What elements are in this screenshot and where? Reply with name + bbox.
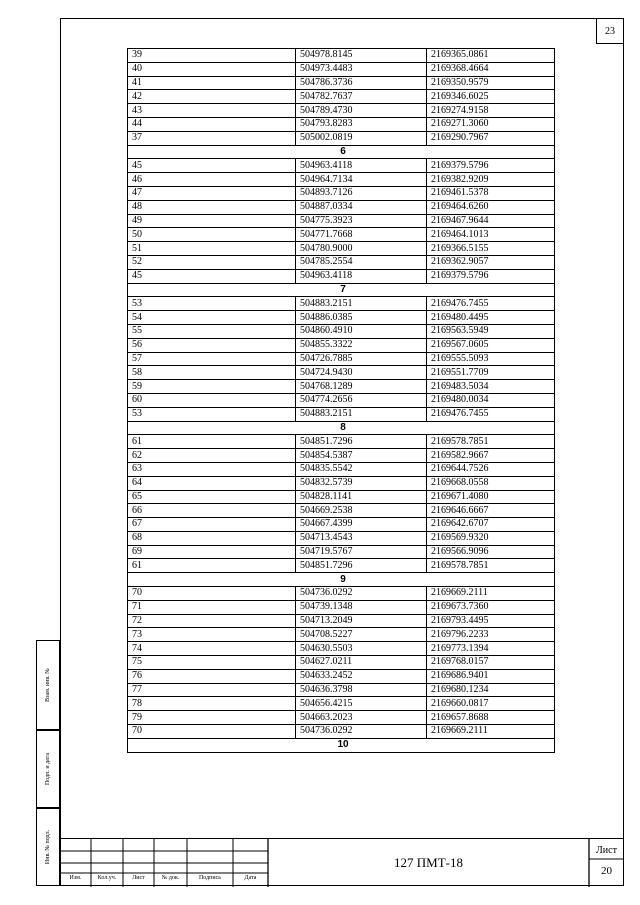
coord-y: 2169476.7455	[427, 297, 555, 311]
table-row	[128, 380, 555, 394]
title-block	[60, 838, 624, 887]
coord-y: 2169567.0605	[427, 338, 555, 352]
coord-y: 2169464.1013	[427, 228, 555, 242]
coord-x: 504835.5542	[296, 462, 427, 476]
point-number: 40	[128, 62, 296, 76]
coord-y: 2169578.7851	[427, 435, 555, 449]
point-number: 37	[128, 131, 296, 145]
table-row	[128, 324, 555, 338]
table-row	[128, 462, 555, 476]
point-number: 77	[128, 683, 296, 697]
table-row	[128, 518, 555, 532]
coord-x: 504719.5767	[296, 545, 427, 559]
coord-x: 504633.2452	[296, 669, 427, 683]
table-row	[128, 255, 555, 269]
section-number: 7	[128, 283, 555, 297]
point-number: 45	[128, 159, 296, 173]
table-row	[128, 697, 555, 711]
coord-x: 504855.3322	[296, 338, 427, 352]
point-number: 61	[128, 559, 296, 573]
coord-x: 504708.5227	[296, 628, 427, 642]
point-number: 43	[128, 104, 296, 118]
coord-x: 504860.4910	[296, 324, 427, 338]
table-row	[128, 393, 555, 407]
point-number: 70	[128, 587, 296, 601]
table-row	[128, 49, 555, 63]
coord-y: 2169274.9158	[427, 104, 555, 118]
coord-x: 504780.9000	[296, 242, 427, 256]
table-row	[128, 90, 555, 104]
table-row	[128, 76, 555, 90]
document-number: 127 ПМТ-18	[394, 855, 463, 870]
coord-x: 504782.7637	[296, 90, 427, 104]
coord-y: 2169569.9320	[427, 531, 555, 545]
table-row	[128, 587, 555, 601]
point-number: 48	[128, 200, 296, 214]
strip-podp-data	[36, 730, 60, 808]
coord-x: 504667.4399	[296, 518, 427, 532]
coord-y: 2169768.0157	[427, 656, 555, 670]
coord-y: 2169346.6025	[427, 90, 555, 104]
table-row	[128, 476, 555, 490]
table-row	[128, 435, 555, 449]
point-number: 72	[128, 614, 296, 628]
coord-y: 2169467.9644	[427, 214, 555, 228]
table-row	[128, 173, 555, 187]
point-number: 42	[128, 90, 296, 104]
coord-x: 504973.4483	[296, 62, 427, 76]
coord-y: 2169773.1394	[427, 642, 555, 656]
section-number: 10	[128, 738, 555, 752]
table-row	[128, 449, 555, 463]
table-row	[128, 531, 555, 545]
col-izm: Изм.	[69, 875, 82, 881]
coord-y: 2169671.4080	[427, 490, 555, 504]
table-row	[128, 352, 555, 366]
point-number: 62	[128, 449, 296, 463]
point-number: 66	[128, 504, 296, 518]
section-header-row	[128, 421, 555, 435]
coord-x: 504739.1348	[296, 600, 427, 614]
coord-y: 2169480.0034	[427, 393, 555, 407]
sheet-label: Лист	[596, 845, 617, 856]
coord-x: 505002.0819	[296, 131, 427, 145]
strip-inv-dubl-label: Взам. инв. №	[45, 668, 51, 702]
section-header-row	[128, 573, 555, 587]
coord-y: 2169686.9401	[427, 669, 555, 683]
coord-x: 504736.0292	[296, 725, 427, 739]
col-doc-no: № док.	[161, 875, 180, 881]
coord-y: 2169461.5378	[427, 186, 555, 200]
coord-x: 504854.5387	[296, 449, 427, 463]
coord-x: 504886.0385	[296, 311, 427, 325]
coord-y: 2169563.5949	[427, 324, 555, 338]
point-number: 74	[128, 642, 296, 656]
table-row	[128, 297, 555, 311]
coord-x: 504883.2151	[296, 407, 427, 421]
coord-y: 2169379.5796	[427, 159, 555, 173]
col-podpis: Подпись	[198, 875, 222, 881]
table-row	[128, 338, 555, 352]
coord-x: 504656.4215	[296, 697, 427, 711]
coord-y: 2169796.2233	[427, 628, 555, 642]
coord-y: 2169582.9667	[427, 449, 555, 463]
point-number: 39	[128, 49, 296, 63]
coord-x: 504724.9430	[296, 366, 427, 380]
point-number: 56	[128, 338, 296, 352]
point-number: 44	[128, 117, 296, 131]
coord-x: 504771.7668	[296, 228, 427, 242]
point-number: 78	[128, 697, 296, 711]
point-number: 47	[128, 186, 296, 200]
table-row	[128, 228, 555, 242]
coord-x: 504774.2656	[296, 393, 427, 407]
coord-x: 504663.2023	[296, 711, 427, 725]
coord-x: 504636.3798	[296, 683, 427, 697]
table-row	[128, 186, 555, 200]
table-row	[128, 711, 555, 725]
coord-x: 504883.2151	[296, 297, 427, 311]
coord-y: 2169660.0817	[427, 697, 555, 711]
coord-x: 504630.5503	[296, 642, 427, 656]
coord-y: 2169668.0558	[427, 476, 555, 490]
point-number: 68	[128, 531, 296, 545]
coord-y: 2169669.2111	[427, 725, 555, 739]
coord-y: 2169680.1234	[427, 683, 555, 697]
coord-y: 2169480.4495	[427, 311, 555, 325]
point-number: 41	[128, 76, 296, 90]
coord-x: 504768.1289	[296, 380, 427, 394]
coord-x: 504786.3736	[296, 76, 427, 90]
table-row	[128, 311, 555, 325]
table-row	[128, 559, 555, 573]
point-number: 79	[128, 711, 296, 725]
point-number: 75	[128, 656, 296, 670]
coord-x: 504963.4118	[296, 159, 427, 173]
point-number: 70	[128, 725, 296, 739]
coord-y: 2169566.9096	[427, 545, 555, 559]
coord-x: 504627.0211	[296, 656, 427, 670]
table-row	[128, 214, 555, 228]
section-number: 8	[128, 421, 555, 435]
coord-y: 2169642.6707	[427, 518, 555, 532]
table-row	[128, 545, 555, 559]
section-number: 9	[128, 573, 555, 587]
point-number: 45	[128, 269, 296, 283]
point-number: 59	[128, 380, 296, 394]
table-row	[128, 600, 555, 614]
coord-x: 504832.5739	[296, 476, 427, 490]
coord-y: 2169365.0861	[427, 49, 555, 63]
coord-y: 2169673.7360	[427, 600, 555, 614]
coord-y: 2169368.4664	[427, 62, 555, 76]
table-row	[128, 490, 555, 504]
section-header-row	[128, 283, 555, 297]
coord-y: 2169271.3060	[427, 117, 555, 131]
point-number: 76	[128, 669, 296, 683]
sheet-number: 20	[601, 865, 612, 877]
col-data: Дата	[244, 875, 257, 881]
table-row	[128, 200, 555, 214]
coord-x: 504963.4118	[296, 269, 427, 283]
table-row	[128, 159, 555, 173]
coord-x: 504775.3923	[296, 214, 427, 228]
table-row	[128, 725, 555, 739]
coord-y: 2169483.5034	[427, 380, 555, 394]
coord-x: 504789.4730	[296, 104, 427, 118]
coord-x: 504736.0292	[296, 587, 427, 601]
point-number: 73	[128, 628, 296, 642]
point-number: 60	[128, 393, 296, 407]
table-row	[128, 407, 555, 421]
point-number: 58	[128, 366, 296, 380]
point-number: 52	[128, 255, 296, 269]
point-number: 49	[128, 214, 296, 228]
table-row	[128, 366, 555, 380]
coord-y: 2169551.7709	[427, 366, 555, 380]
strip-inv-dubl	[36, 640, 60, 730]
coord-x: 504851.7296	[296, 435, 427, 449]
coord-y: 2169379.5796	[427, 269, 555, 283]
corner-page-number: 23	[596, 18, 624, 44]
table-row	[128, 62, 555, 76]
point-number: 55	[128, 324, 296, 338]
point-number: 51	[128, 242, 296, 256]
coord-y: 2169290.7967	[427, 131, 555, 145]
coord-x: 504713.2049	[296, 614, 427, 628]
table-row	[128, 131, 555, 145]
table-row	[128, 669, 555, 683]
point-number: 63	[128, 462, 296, 476]
coord-x: 504851.7296	[296, 559, 427, 573]
coord-y: 2169382.9209	[427, 173, 555, 187]
table-row	[128, 642, 555, 656]
point-number: 57	[128, 352, 296, 366]
coord-x: 504669.2538	[296, 504, 427, 518]
coord-x: 504893.7126	[296, 186, 427, 200]
coord-y: 2169350.9579	[427, 76, 555, 90]
coord-y: 2169669.2111	[427, 587, 555, 601]
coord-x: 504793.8283	[296, 117, 427, 131]
table-row	[128, 656, 555, 670]
point-number: 46	[128, 173, 296, 187]
coordinates-table	[127, 48, 555, 753]
coord-x: 504978.8145	[296, 49, 427, 63]
coord-y: 2169793.4495	[427, 614, 555, 628]
col-list: Лист	[132, 875, 145, 881]
coord-y: 2169366.5155	[427, 242, 555, 256]
table-row	[128, 683, 555, 697]
coord-y: 2169555.5093	[427, 352, 555, 366]
point-number: 64	[128, 476, 296, 490]
table-row	[128, 614, 555, 628]
point-number: 65	[128, 490, 296, 504]
coord-y: 2169464.6260	[427, 200, 555, 214]
table-row	[128, 117, 555, 131]
strip-inv-podl-label: Инв. № подл.	[45, 829, 51, 865]
point-number: 61	[128, 435, 296, 449]
point-number: 50	[128, 228, 296, 242]
point-number: 54	[128, 311, 296, 325]
coord-x: 504785.2554	[296, 255, 427, 269]
point-number: 53	[128, 297, 296, 311]
coord-x: 504887.0334	[296, 200, 427, 214]
table-row	[128, 269, 555, 283]
coord-x: 504713.4543	[296, 531, 427, 545]
strip-inv-podl	[36, 808, 60, 886]
table-row	[128, 242, 555, 256]
coord-x: 504726.7885	[296, 352, 427, 366]
coord-y: 2169578.7851	[427, 559, 555, 573]
coord-y: 2169657.8688	[427, 711, 555, 725]
section-header-row	[128, 145, 555, 159]
point-number: 67	[128, 518, 296, 532]
coord-y: 2169646.6667	[427, 504, 555, 518]
coord-y: 2169362.9057	[427, 255, 555, 269]
coord-x: 504964.7134	[296, 173, 427, 187]
point-number: 71	[128, 600, 296, 614]
coord-y: 2169476.7455	[427, 407, 555, 421]
col-kol-uch: Кол.уч.	[97, 875, 117, 881]
table-row	[128, 628, 555, 642]
table-row	[128, 104, 555, 118]
coord-x: 504828.1141	[296, 490, 427, 504]
section-number: 6	[128, 145, 555, 159]
strip-podp-data-label: Подп. и дата	[45, 752, 51, 786]
point-number: 69	[128, 545, 296, 559]
point-number: 53	[128, 407, 296, 421]
table-row	[128, 504, 555, 518]
coord-y: 2169644.7526	[427, 462, 555, 476]
section-header-row	[128, 738, 555, 752]
